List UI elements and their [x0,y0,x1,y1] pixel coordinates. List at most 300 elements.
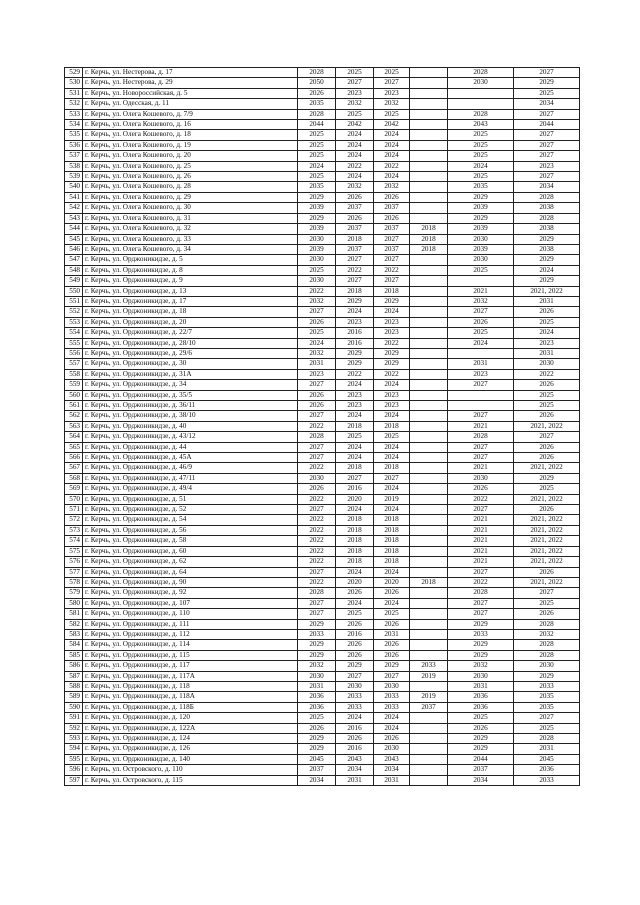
year-cell-4 [410,255,448,265]
year-cell-6: 2026 [514,567,580,577]
year-cell-6: 2027 [514,432,580,442]
year-cell-3: 2026 [374,213,410,223]
year-cell-6: 2021, 2022 [514,557,580,567]
year-cell-4 [410,328,448,338]
year-cell-2: 2022 [336,369,374,379]
address-cell: г. Керчь, ул. Орджоникидзе, д. 22/7 [83,328,298,338]
year-cell-3: 2029 [374,359,410,369]
row-number-cell: 553 [65,317,83,327]
year-cell-5: 2024 [448,161,514,171]
row-number-cell: 589 [65,692,83,702]
year-cell-5: 2044 [448,754,514,764]
year-cell-3: 2027 [374,473,410,483]
table-row [65,68,580,78]
year-cell-2: 2018 [336,557,374,567]
year-cell-1: 2027 [298,609,336,619]
row-number-cell: 592 [65,723,83,733]
row-number-cell: 560 [65,390,83,400]
year-cell-6: 2025 [514,401,580,411]
row-number-cell: 540 [65,182,83,192]
year-cell-4 [410,161,448,171]
year-cell-2: 2018 [336,234,374,244]
year-cell-3: 2027 [374,276,410,286]
year-cell-4: 2018 [410,224,448,234]
year-cell-1: 2022 [298,536,336,546]
year-cell-1: 2024 [298,161,336,171]
row-number-cell: 581 [65,609,83,619]
year-cell-6: 2025 [514,723,580,733]
table-row [65,463,580,473]
table-row [65,473,580,483]
year-cell-2: 2016 [336,484,374,494]
year-cell-4 [410,390,448,400]
year-cell-6: 2023 [514,338,580,348]
year-cell-4: 2019 [410,692,448,702]
address-cell: г. Керчь, ул. Орджоникидзе, д. 31А [83,369,298,379]
year-cell-3: 2033 [374,692,410,702]
year-cell-5: 2021 [448,463,514,473]
row-number-cell: 590 [65,702,83,712]
row-number-cell: 556 [65,348,83,358]
table-row [65,577,580,587]
year-cell-3: 2023 [374,317,410,327]
year-cell-3: 2023 [374,401,410,411]
year-cell-5: 2028 [448,432,514,442]
row-number-cell: 580 [65,598,83,608]
year-cell-1: 2029 [298,744,336,754]
year-cell-2: 2022 [336,265,374,275]
year-cell-1: 2029 [298,734,336,744]
year-cell-2: 2026 [336,734,374,744]
year-cell-6: 2027 [514,109,580,119]
year-cell-1: 2030 [298,671,336,681]
year-cell-3: 2026 [374,192,410,202]
address-cell: г. Керчь, ул. Орджоникидзе, д. 58 [83,536,298,546]
year-cell-3: 2033 [374,702,410,712]
address-cell: г. Керчь, ул. Орджоникидзе, д. 51 [83,494,298,504]
year-cell-1: 2030 [298,255,336,265]
table-row [65,640,580,650]
year-cell-2: 2020 [336,577,374,587]
year-cell-6: 2031 [514,348,580,358]
year-cell-6: 2026 [514,411,580,421]
table-row [65,546,580,556]
year-cell-6: 2038 [514,224,580,234]
year-cell-5: 2027 [448,453,514,463]
year-cell-1: 2029 [298,213,336,223]
year-cell-6: 2028 [514,650,580,660]
year-cell-2: 2024 [336,140,374,150]
address-cell: г. Керчь, ул. Олега Кошевого, д. 31 [83,213,298,223]
row-number-cell: 593 [65,734,83,744]
year-cell-5: 2021 [448,421,514,431]
year-cell-6: 2034 [514,182,580,192]
year-cell-1: 2032 [298,296,336,306]
year-cell-2: 2027 [336,255,374,265]
address-cell: г. Керчь, ул. Орджоникидзе, д. 40 [83,421,298,431]
year-cell-5: 2029 [448,744,514,754]
year-cell-3: 2018 [374,463,410,473]
year-cell-4 [410,744,448,754]
table-row [65,151,580,161]
address-cell: г. Керчь, ул. Олега Кошевого, д. 29 [83,192,298,202]
year-cell-2: 2024 [336,130,374,140]
year-cell-2: 2024 [336,380,374,390]
year-cell-5 [448,348,514,358]
year-cell-1: 2026 [298,317,336,327]
address-cell: г. Керчь, ул. Орджоникидзе, д. 5 [83,255,298,265]
address-cell: г. Керчь, ул. Орджоникидзе, д. 56 [83,525,298,535]
year-cell-6: 2035 [514,702,580,712]
table-row [65,338,580,348]
year-cell-3: 2026 [374,650,410,660]
address-cell: г. Керчь, ул. Орджоникидзе, д. 18 [83,307,298,317]
year-cell-4 [410,765,448,775]
table-row [65,172,580,182]
row-number-cell: 537 [65,151,83,161]
year-cell-1: 2050 [298,78,336,88]
row-number-cell: 561 [65,401,83,411]
address-cell: г. Керчь, ул. Орджоникидзе, д. 60 [83,546,298,556]
year-cell-2: 2025 [336,68,374,78]
year-cell-1: 2025 [298,151,336,161]
table-row [65,234,580,244]
table-row [65,369,580,379]
year-cell-5: 2021 [448,546,514,556]
year-cell-6: 2024 [514,328,580,338]
year-cell-5: 2025 [448,130,514,140]
year-cell-6: 2025 [514,317,580,327]
year-cell-5: 2025 [448,140,514,150]
year-cell-6: 2030 [514,359,580,369]
year-cell-1: 2022 [298,546,336,556]
year-cell-5: 2021 [448,536,514,546]
address-cell: г. Керчь, ул. Орджоникидзе, д. 47/11 [83,473,298,483]
year-cell-6: 2027 [514,588,580,598]
table-row [65,765,580,775]
year-cell-6: 2026 [514,609,580,619]
year-cell-2: 2016 [336,338,374,348]
year-cell-5: 2026 [448,484,514,494]
year-cell-3: 2024 [374,380,410,390]
year-cell-3: 2024 [374,723,410,733]
year-cell-4 [410,338,448,348]
year-cell-6: 2021, 2022 [514,421,580,431]
address-cell: г. Керчь, ул. Орджоникидзе, д. 120 [83,713,298,723]
year-cell-1: 2027 [298,598,336,608]
year-cell-3: 2029 [374,296,410,306]
year-cell-5: 2039 [448,224,514,234]
year-cell-2: 2026 [336,588,374,598]
address-cell: г. Керчь, ул. Орджоникидзе, д. 28/10 [83,338,298,348]
table-row [65,213,580,223]
year-cell-2: 2016 [336,629,374,639]
year-cell-1: 2025 [298,713,336,723]
year-cell-5: 2027 [448,505,514,515]
year-cell-4: 2033 [410,661,448,671]
table-row [65,224,580,234]
year-cell-3: 2030 [374,744,410,754]
year-cell-3: 2018 [374,557,410,567]
year-cell-3: 2042 [374,120,410,130]
row-number-cell: 546 [65,244,83,254]
year-cell-4 [410,775,448,785]
year-cell-6: 2025 [514,390,580,400]
year-cell-5: 2030 [448,473,514,483]
table-row [65,754,580,764]
year-cell-6: 2044 [514,120,580,130]
year-cell-5: 2030 [448,78,514,88]
table-row [65,182,580,192]
year-cell-6: 2022 [514,369,580,379]
year-cell-6: 2023 [514,161,580,171]
year-cell-4 [410,140,448,150]
year-cell-1: 2028 [298,588,336,598]
year-cell-4 [410,307,448,317]
row-number-cell: 571 [65,505,83,515]
year-cell-1: 2027 [298,567,336,577]
year-cell-3: 2024 [374,130,410,140]
row-number-cell: 576 [65,557,83,567]
table-row [65,130,580,140]
table-row [65,744,580,754]
year-cell-6: 2029 [514,255,580,265]
year-cell-2: 2018 [336,536,374,546]
table-row [65,88,580,98]
address-cell: г. Керчь, ул. Орджоникидзе, д. 115 [83,650,298,660]
year-cell-6: 2027 [514,140,580,150]
year-cell-4 [410,182,448,192]
year-cell-2: 2018 [336,463,374,473]
year-cell-4 [410,68,448,78]
year-cell-3: 2020 [374,577,410,587]
year-cell-6: 2029 [514,234,580,244]
year-cell-4: 2018 [410,244,448,254]
year-cell-4 [410,609,448,619]
year-cell-6: 2035 [514,692,580,702]
table-row [65,484,580,494]
year-cell-6: 2021, 2022 [514,536,580,546]
year-cell-5: 2027 [448,380,514,390]
year-cell-2: 2024 [336,453,374,463]
address-cell: г. Керчь, ул. Олега Кошевого, д. 28 [83,182,298,192]
year-cell-5: 2032 [448,296,514,306]
year-cell-3: 2025 [374,109,410,119]
year-cell-6: 2032 [514,629,580,639]
address-cell: г. Керчь, ул. Орджоникидзе, д. 126 [83,744,298,754]
address-cell: г. Керчь, ул. Олега Кошевого, д. 30 [83,203,298,213]
year-cell-2: 2016 [336,744,374,754]
year-cell-5: 2029 [448,619,514,629]
year-cell-2: 2024 [336,442,374,452]
address-cell: г. Керчь, ул. Олега Кошевого, д. 20 [83,151,298,161]
year-cell-6: 2027 [514,151,580,161]
table-row [65,681,580,691]
year-cell-1: 2022 [298,515,336,525]
year-cell-3: 2024 [374,411,410,421]
year-cell-5: 2031 [448,359,514,369]
year-cell-1: 2029 [298,192,336,202]
row-number-cell: 568 [65,473,83,483]
year-cell-2: 2034 [336,765,374,775]
row-number-cell: 530 [65,78,83,88]
year-cell-1: 2026 [298,88,336,98]
year-cell-4 [410,463,448,473]
year-cell-2: 2037 [336,224,374,234]
year-cell-5: 2028 [448,588,514,598]
row-number-cell: 551 [65,296,83,306]
year-cell-5: 2039 [448,244,514,254]
row-number-cell: 563 [65,421,83,431]
table-row [65,411,580,421]
year-cell-6: 2038 [514,203,580,213]
year-cell-6: 2021, 2022 [514,577,580,587]
year-cell-5: 2022 [448,577,514,587]
year-cell-1: 2033 [298,629,336,639]
year-cell-4: 2037 [410,702,448,712]
year-cell-3: 2018 [374,421,410,431]
year-cell-2: 2043 [336,754,374,764]
year-cell-3: 2030 [374,681,410,691]
year-cell-6: 2025 [514,88,580,98]
year-cell-5: 2025 [448,328,514,338]
year-cell-1: 2022 [298,286,336,296]
address-cell: г. Керчь, ул. Орджоникидзе, д. 92 [83,588,298,598]
year-cell-4 [410,515,448,525]
table-row [65,161,580,171]
table-row [65,650,580,660]
row-number-cell: 548 [65,265,83,275]
year-cell-2: 2026 [336,619,374,629]
address-cell: г. Керчь, ул. Орджоникидзе, д. 29/6 [83,348,298,358]
table-row [65,307,580,317]
year-cell-1: 2026 [298,484,336,494]
year-cell-6: 2027 [514,68,580,78]
year-cell-1: 2039 [298,244,336,254]
year-cell-3: 2043 [374,754,410,764]
year-cell-5: 2023 [448,369,514,379]
address-cell: г. Керчь, ул. Олега Кошевого, д. 18 [83,130,298,140]
address-cell: г. Керчь, ул. Орджоникидзе, д. 54 [83,515,298,525]
year-cell-6: 2026 [514,442,580,452]
table-row [65,567,580,577]
year-cell-1: 2022 [298,494,336,504]
year-cell-2: 2042 [336,120,374,130]
year-cell-2: 2029 [336,359,374,369]
year-cell-2: 2024 [336,307,374,317]
year-cell-3: 2024 [374,505,410,515]
year-cell-4 [410,473,448,483]
year-cell-5: 2027 [448,442,514,452]
year-cell-5: 2024 [448,338,514,348]
year-cell-2: 2025 [336,109,374,119]
year-cell-3: 2027 [374,255,410,265]
year-cell-2: 2024 [336,411,374,421]
year-cell-4 [410,557,448,567]
year-cell-1: 2027 [298,411,336,421]
table-row [65,109,580,119]
year-cell-5: 2043 [448,120,514,130]
year-cell-3: 2031 [374,775,410,785]
row-number-cell: 575 [65,546,83,556]
year-cell-2: 2025 [336,432,374,442]
row-number-cell: 538 [65,161,83,171]
row-number-cell: 574 [65,536,83,546]
row-number-cell: 539 [65,172,83,182]
year-cell-6: 2026 [514,505,580,515]
address-cell: г. Керчь, ул. Орджоникидзе, д. 34 [83,380,298,390]
year-cell-5: 2029 [448,734,514,744]
table-row [65,713,580,723]
year-cell-2: 2018 [336,525,374,535]
year-cell-6: 2021, 2022 [514,286,580,296]
table-row [65,421,580,431]
year-cell-5 [448,99,514,109]
row-number-cell: 552 [65,307,83,317]
year-cell-4 [410,681,448,691]
year-cell-6: 2028 [514,734,580,744]
year-cell-5 [448,401,514,411]
table-row [65,609,580,619]
year-cell-4 [410,619,448,629]
row-number-cell: 588 [65,681,83,691]
table-row [65,494,580,504]
year-cell-6: 2028 [514,640,580,650]
year-cell-6: 2029 [514,671,580,681]
table-row [65,244,580,254]
row-number-cell: 544 [65,224,83,234]
year-cell-1: 2025 [298,140,336,150]
row-number-cell: 557 [65,359,83,369]
year-cell-4 [410,213,448,223]
row-number-cell: 572 [65,515,83,525]
table-row [65,317,580,327]
year-cell-3: 2032 [374,182,410,192]
year-cell-6: 2026 [514,453,580,463]
year-cell-3: 2023 [374,88,410,98]
year-cell-6: 2021, 2022 [514,463,580,473]
row-number-cell: 543 [65,213,83,223]
year-cell-1: 2035 [298,182,336,192]
row-number-cell: 597 [65,775,83,785]
year-cell-5: 2028 [448,68,514,78]
year-cell-1: 2026 [298,390,336,400]
year-cell-4 [410,505,448,515]
table-row [65,286,580,296]
address-cell: г. Керчь, ул. Орджоникидзе, д. 35/5 [83,390,298,400]
year-cell-4 [410,723,448,733]
year-cell-6: 2026 [514,307,580,317]
address-cell: г. Керчь, ул. Островского, д. 110 [83,765,298,775]
row-number-cell: 554 [65,328,83,338]
address-cell: г. Керчь, ул. Олега Кошевого, д. 26 [83,172,298,182]
year-cell-1: 2030 [298,473,336,483]
year-cell-2: 2029 [336,661,374,671]
table-row [65,328,580,338]
row-number-cell: 535 [65,130,83,140]
row-number-cell: 570 [65,494,83,504]
address-cell: г. Керчь, ул. Орджоникидзе, д. 49/4 [83,484,298,494]
year-cell-1: 2044 [298,120,336,130]
year-cell-2: 2029 [336,296,374,306]
year-cell-3: 2018 [374,286,410,296]
year-cell-6: 2031 [514,744,580,754]
year-cell-3: 2022 [374,161,410,171]
year-cell-2: 2024 [336,505,374,515]
year-cell-3: 2027 [374,78,410,88]
year-cell-5: 2031 [448,681,514,691]
year-cell-2: 2023 [336,390,374,400]
